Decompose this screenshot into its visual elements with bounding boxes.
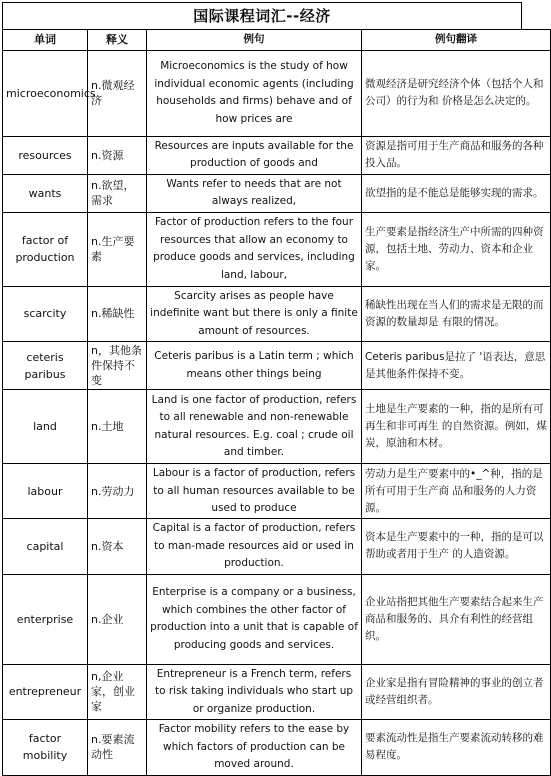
- cell-word: scarcity: [3, 286, 88, 342]
- header-row: [3, 30, 551, 51]
- cell-example: Land is one factor of production, refers to all renewable and non-renewable natural resources. E.g. coal ; crude oil and timber.: [147, 390, 362, 464]
- header-meaning: 释义: [88, 30, 147, 51]
- table-row: [3, 574, 551, 664]
- cell-translation: Ceteris paribus是拉了 '语表达，意思是其他条件保持不变。: [362, 342, 551, 390]
- table-row: [3, 212, 551, 286]
- cell-example: Scarcity arises as people have indefinite want but there is only a finite amount of resources.: [147, 286, 362, 342]
- table-row: [3, 519, 551, 575]
- example-text: Microeconomics is the study of how individual economic agents (including households and firms) behave and of how prices are: [154, 60, 354, 125]
- cell-translation: 生产要素是指经济生产中所需的四种资源，包括土地、劳动力、资本和企业家。: [362, 212, 551, 286]
- cell-example: [147, 342, 362, 390]
- cell-translation: 稀缺性出现在当人们的需求是无限的而资源的数量却是 有限的情况。: [362, 286, 551, 342]
- cell-meaning: n.稀缺性: [88, 286, 147, 342]
- cell-translation: 企业站指把其他生产要素结合起来生产商品和服务的、具介有利性的经营组织。: [362, 574, 551, 664]
- cell-word: microeconomics: [3, 50, 88, 136]
- cell-example: Entrepreneur is a French term, refers to risk taking individuals who start up or organize production.: [147, 664, 362, 720]
- example-text: Resources are inputs available for the production of goods and: [154, 139, 354, 169]
- cell-word: enterprise: [3, 574, 88, 664]
- table-row: [3, 664, 551, 720]
- cell-translation: 微观经济是研究经济个体（包括个人和公司）的行为和 价格是怎么决定的。: [362, 50, 551, 136]
- cell-word: entrepreneur: [3, 664, 88, 720]
- table-row: [3, 286, 551, 342]
- cell-meaning: n.企业: [88, 574, 147, 664]
- header-example: 例句: [147, 30, 362, 51]
- cell-example: Wants refer to needs that are not always realized,: [147, 174, 362, 212]
- cell-example: [147, 50, 362, 136]
- cell-word: capital: [3, 519, 88, 575]
- cell-translation: 要素流动性是指生产要素流动转移的难易程度。: [362, 720, 551, 776]
- cell-word: labour: [3, 464, 88, 519]
- cell-translation: 资源是指可用于生产商品和服务的各种投入品。: [362, 136, 551, 174]
- cell-translation: 企业家是指有冒险精神的事业的创立者或经营组织者。: [362, 664, 551, 720]
- cell-example: [147, 464, 362, 519]
- table-row: [3, 174, 551, 212]
- cell-meaning: n.劳动力: [88, 464, 147, 519]
- cell-meaning: n,企业家，创业家: [88, 664, 147, 720]
- cell-example: [147, 136, 362, 174]
- cell-meaning: n.微观经济: [88, 50, 147, 136]
- cell-word: wants: [3, 174, 88, 212]
- example-text: Factor of production refers to the four resources that allow an economy to produce goods and services, including land, labour,: [153, 216, 355, 281]
- table-row: [3, 50, 551, 136]
- cell-word: factor of production: [3, 212, 88, 286]
- example-text: Labour is a factor of production, refers to all human resources available to be used to produce: [152, 467, 356, 514]
- cell-example: [147, 212, 362, 286]
- cell-word: factor mobility: [3, 720, 88, 776]
- cell-meaning: n.欲望，需求: [88, 174, 147, 212]
- cell-meaning: n，其他条件保持不变: [88, 342, 147, 390]
- cell-translation: 劳动力是生产要素中的•_^种，指的是所有可用于生产商 品和服务的人力资源。: [362, 464, 551, 519]
- cell-translation: 资本是生产要素中的一种，指的是可以帮助或者用于生产 的人造资源。: [362, 519, 551, 575]
- cell-meaning: n.资源: [88, 136, 147, 174]
- vocabulary-document: [2, 2, 547, 770]
- table-row: [3, 136, 551, 174]
- cell-meaning: n.资本: [88, 519, 147, 575]
- table-row: [3, 720, 551, 776]
- header-word: 单词: [3, 30, 88, 51]
- table-row: [3, 464, 551, 519]
- cell-word: land: [3, 390, 88, 464]
- cell-translation: 欲望指的是不能总是能够实现的需求。: [362, 174, 551, 212]
- cell-translation: 土地是生产要素的一种，指的是所有可再生和非可再生 的自然资源。例如，煤炭，原油和木材。: [362, 390, 551, 464]
- cell-example: Enterprise is a company or a business, which combines the other factor of production into a unit that is capable of producing goods and services.: [147, 574, 362, 664]
- vocabulary-table: [2, 29, 551, 776]
- document-title: 国际课程词汇--经济: [2, 2, 522, 29]
- cell-meaning: n.土地: [88, 390, 147, 464]
- cell-word: resources: [3, 136, 88, 174]
- cell-word: ceteris paribus: [3, 342, 88, 390]
- header-translation: 例句翻译: [362, 30, 551, 51]
- table-row: [3, 342, 551, 390]
- cell-meaning: n.生产要素: [88, 212, 147, 286]
- table-row: [3, 390, 551, 464]
- cell-example: Capital is a factor of production, refers to man-made resources aid or used in production.: [147, 519, 362, 575]
- cell-meaning: n.要素流动性: [88, 720, 147, 776]
- example-text: Ceteris paribus is a Latin term ; which means other things being: [154, 350, 354, 380]
- cell-example: Factor mobility refers to the ease by which factors of production can be moved around.: [147, 720, 362, 776]
